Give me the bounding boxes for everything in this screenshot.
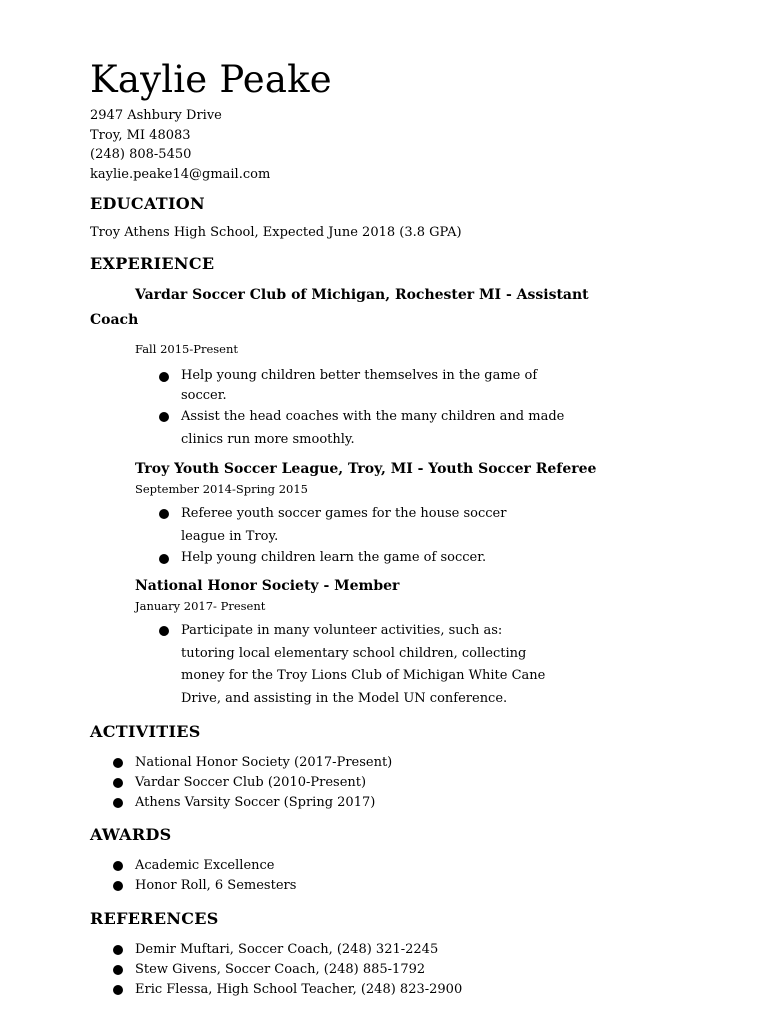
bullet-icon xyxy=(113,965,123,975)
job-nhs xyxy=(90,574,710,710)
list-item xyxy=(181,620,556,710)
email-address: kaylie.peake14@gmail.com xyxy=(90,166,271,182)
job-dates: January 2017- Present xyxy=(135,599,266,613)
job-dates: September 2014-Spring 2015 xyxy=(135,482,308,496)
education-heading: EDUCATION xyxy=(90,194,205,213)
bullet-icon xyxy=(113,985,123,995)
list-item-text: National Honor Society (2017-Present) xyxy=(135,755,393,770)
bullet-icon xyxy=(113,758,123,768)
list-item xyxy=(181,366,581,406)
list-item-text: Honor Roll, 6 Semesters xyxy=(135,878,297,893)
list-item xyxy=(135,856,710,876)
contact-block xyxy=(90,106,710,184)
job-title-line-2: Coach xyxy=(90,312,139,328)
list-item xyxy=(181,548,553,568)
list-item xyxy=(135,876,710,896)
list-item-text: Assist the head coaches with the many children and made clinics run more smoothly. xyxy=(181,409,565,447)
list-item xyxy=(135,793,710,813)
bullet-icon xyxy=(159,554,169,564)
references-list xyxy=(90,940,710,1000)
list-item xyxy=(181,503,553,548)
list-item-text: Demir Muftari, Soccer Coach, (248) 321-2245 xyxy=(135,942,439,957)
awards-list xyxy=(90,856,710,896)
job-bullet-list xyxy=(90,366,581,451)
job-vardar xyxy=(90,283,710,451)
list-item xyxy=(135,773,710,793)
bullet-icon xyxy=(159,626,169,636)
job-title-line-1: Vardar Soccer Club of Michigan, Rochester MI - Assistant xyxy=(135,287,589,303)
job-troy-youth xyxy=(90,457,710,568)
list-item xyxy=(135,960,710,980)
bullet-icon xyxy=(113,945,123,955)
activities-heading: ACTIVITIES xyxy=(90,722,201,741)
list-item xyxy=(135,753,710,773)
list-item-text: Participate in many volunteer activities, such as: tutoring local elementary school children, collecting money for the Troy Lions Club of Michigan White Cane Drive, and assisting in the Model UN conference. xyxy=(181,623,546,706)
bullet-icon xyxy=(113,798,123,808)
activities-list xyxy=(90,753,710,813)
bullet-icon xyxy=(159,412,169,422)
job-dates: Fall 2015-Present xyxy=(135,342,238,356)
experience-heading: EXPERIENCE xyxy=(90,254,215,273)
address-line-1: 2947 Ashbury Drive xyxy=(90,108,222,123)
list-item-text: Help young children learn the game of soccer. xyxy=(181,550,487,565)
list-item-text: Vardar Soccer Club (2010-Present) xyxy=(135,775,367,790)
awards-heading: AWARDS xyxy=(90,825,172,844)
bullet-icon xyxy=(113,861,123,871)
education-text: Troy Athens High School, Expected June 2018 (3.8 GPA) xyxy=(90,225,462,240)
applicant-name: Kaylie Peake xyxy=(90,58,332,101)
list-item-text: Help young children better themselves in the game of soccer. xyxy=(181,368,538,403)
list-item-text: Eric Flessa, High School Teacher, (248) 823-2900 xyxy=(135,982,463,997)
job-title: Troy Youth Soccer League, Troy, MI - Youth Soccer Referee xyxy=(135,461,597,477)
list-item-text: Stew Givens, Soccer Coach, (248) 885-1792 xyxy=(135,962,426,977)
job-bullet-list xyxy=(90,620,556,710)
bullet-icon xyxy=(159,509,169,519)
references-heading: REFERENCES xyxy=(90,909,219,928)
list-item-text: Referee youth soccer games for the house soccer league in Troy. xyxy=(181,506,507,544)
resume-page xyxy=(90,58,710,1000)
list-item xyxy=(181,406,581,451)
job-bullet-list xyxy=(90,503,553,568)
address-line-2: Troy, MI 48083 xyxy=(90,127,191,143)
list-item-text: Athens Varsity Soccer (Spring 2017) xyxy=(135,795,376,810)
bullet-icon xyxy=(113,881,123,891)
list-item-text: Academic Excellence xyxy=(135,858,275,873)
list-item xyxy=(135,980,710,1000)
phone-number: (248) 808-5450 xyxy=(90,147,192,162)
list-item xyxy=(135,940,710,960)
bullet-icon xyxy=(159,372,169,382)
bullet-icon xyxy=(113,778,123,788)
job-title: National Honor Society - Member xyxy=(135,578,400,594)
